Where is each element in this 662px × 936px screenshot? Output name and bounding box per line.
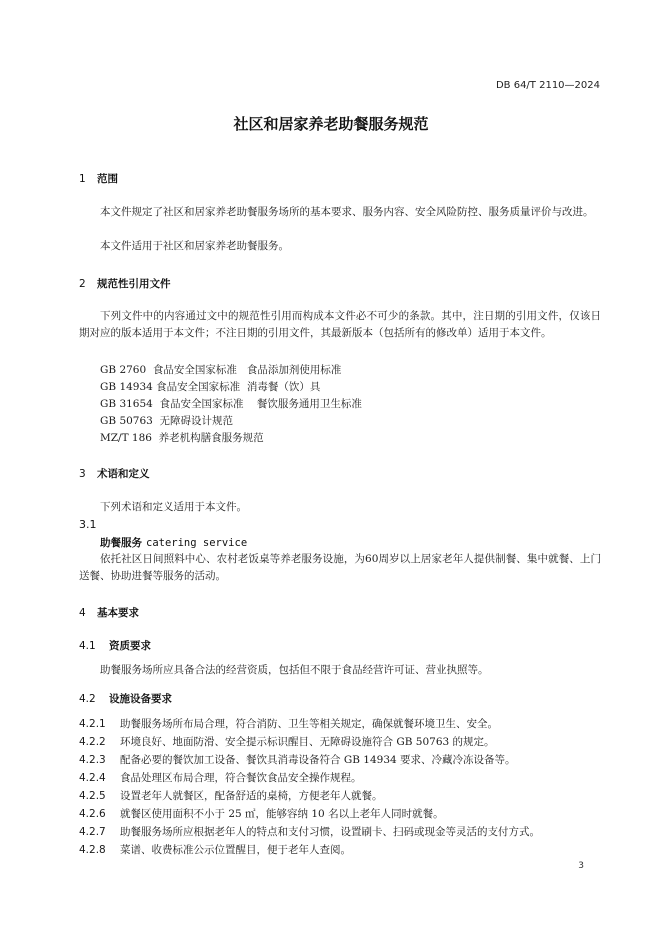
reference-item: GB 50763 无障碍设计规范 [100, 415, 234, 427]
term-name [100, 535, 247, 550]
clause-item [79, 842, 601, 857]
clause-number: 4.2.2 [79, 736, 106, 748]
clause-item [79, 734, 601, 749]
section-heading-2 [79, 276, 171, 291]
clause-text: 助餐服务场所应根据老年人的特点和支付习惯，设置刷卡、扫码或现金等灵活的支付方式。 [120, 826, 540, 838]
reference-item: GB 31654 食品安全国家标准 餐饮服务通用卫生标准 [100, 398, 362, 410]
subsection-title: 设施设备要求 [109, 693, 172, 705]
subsection-heading-4-2 [79, 691, 172, 706]
section-title: 基本要求 [97, 607, 139, 619]
paragraph: 本文件适用于社区和居家养老助餐服务。 [100, 240, 289, 252]
paragraph: 下列术语和定义适用于本文件。 [100, 501, 247, 513]
section-number: 1 [79, 173, 86, 185]
section-title: 规范性引用文件 [97, 278, 171, 290]
clause-text: 食品处理区布局合理，符合餐饮食品安全操作规程。 [120, 772, 362, 784]
section-heading-1 [79, 171, 118, 186]
subsection-heading-4-1 [79, 638, 151, 653]
clause-text: 环境良好、地面防滑、安全提示标识醒目、无障碍设施符合 GB 50763 的规定。 [120, 736, 495, 748]
section-number: 4 [79, 607, 86, 619]
reference-item: GB 2760 食品安全国家标准 食品添加剂使用标准 [100, 364, 342, 376]
clause-number: 4.2.4 [79, 772, 106, 784]
subsection-number: 4.1 [79, 640, 96, 652]
section-title: 术语和定义 [97, 468, 150, 480]
term-chinese: 助餐服务 [100, 537, 142, 549]
term-definition: 依托社区日间照料中心、农村老饭桌等养老服务设施，为60周岁以上居家老年人提供制餐、集中就餐、上门送餐、协助进餐等服务的活动。 [79, 553, 601, 582]
clause-item [79, 806, 601, 821]
section-heading-3 [79, 466, 150, 481]
document-title: 社区和居家养老助餐服务规范 [233, 115, 429, 133]
subsection-title: 资质要求 [109, 640, 151, 652]
clause-number: 4.2.3 [79, 754, 106, 766]
clause-text: 就餐区使用面积不小于 25 ㎡，能够容纳 10 名以上老年人同时就餐。 [120, 808, 444, 820]
clause-number: 4.2.6 [79, 808, 106, 820]
clause-item [79, 770, 601, 785]
clause-text: 菜谱、收费标准公示位置醒目，便于老年人查阅。 [120, 844, 351, 856]
section-title: 范围 [97, 173, 118, 185]
clause-item [79, 752, 601, 767]
term-number: 3.1 [79, 518, 97, 531]
clause-item [79, 824, 601, 839]
clause-number: 4.2.5 [79, 790, 106, 802]
clause-number: 4.2.8 [79, 844, 106, 856]
paragraph: 本文件规定了社区和居家养老助餐服务场所的基本要求、服务内容、安全风险防控、服务质量评价与改进。 [100, 206, 594, 218]
clause-text: 配备必要的餐饮加工设备、餐饮具消毒设备符合 GB 14934 要求、冷藏冷冻设备等。 [120, 754, 516, 766]
clause-item [79, 788, 601, 803]
section-heading-4 [79, 605, 139, 620]
clause-number: 4.2.1 [79, 718, 106, 730]
clause-item [79, 716, 601, 731]
paragraph: 助餐服务场所应具备合法的经营资质，包括但不限于食品经营许可证、营业执照等。 [100, 664, 489, 676]
clause-number: 4.2.7 [79, 826, 106, 838]
reference-item: GB 14934 食品安全国家标准 消毒餐（饮）具 [100, 381, 321, 393]
clause-text: 设置老年人就餐区，配备舒适的桌椅，方便老年人就餐。 [120, 790, 383, 802]
reference-item: MZ/T 186 养老机构膳食服务规范 [100, 432, 264, 444]
subsection-number: 4.2 [79, 693, 96, 705]
standard-code: DB 64/T 2110—2024 [495, 80, 600, 91]
paragraph: 下列文件中的内容通过文中的规范性引用而构成本文件必不可少的条款。其中，注日期的引用文件，仅该日期对应的版本适用于本文件；不注日期的引用文件，其最新版本（包括所有的修改单）适用于本文件。 [79, 310, 601, 339]
clause-text: 助餐服务场所布局合理，符合消防、卫生等相关规定，确保就餐环境卫生、安全。 [120, 718, 498, 730]
section-number: 3 [79, 468, 86, 480]
page-number: 3 [578, 861, 584, 871]
term-english: catering service [146, 537, 248, 549]
section-number: 2 [79, 278, 86, 290]
